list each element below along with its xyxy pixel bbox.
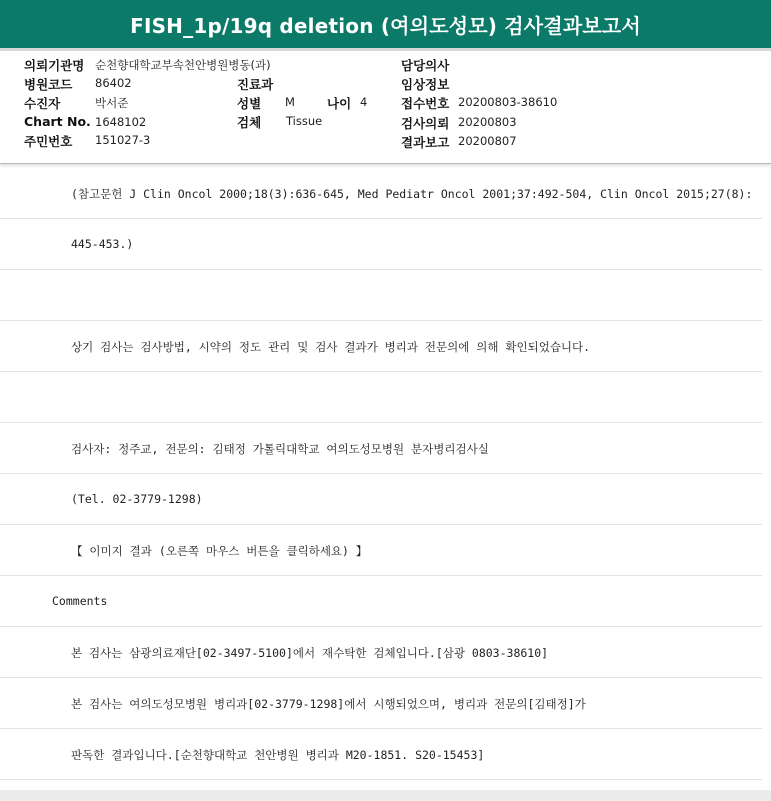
report-line: 본 검사는 삼광의료재단[02-3497-5100]에서 재수탁한 검체입니다.[삼광 0803-38610] xyxy=(0,627,762,678)
chart-no-value: 1648102 xyxy=(95,115,147,129)
report-line: 본 검사는 여의도성모병원 병리과[02-3779-1298]에서 시행되었으며, 병리과 전문의[김태정]가 xyxy=(0,678,762,729)
report-line xyxy=(0,372,762,423)
sex-label: 성별 xyxy=(237,96,262,111)
clinical-info-label: 임상정보 xyxy=(401,77,450,92)
request-date-value: 20200803 xyxy=(458,115,517,129)
patient-value: 박서준 xyxy=(95,96,129,110)
bottom-bar xyxy=(0,790,771,801)
receipt-no-value: 20200803-38610 xyxy=(458,95,558,109)
report-date-value: 20200807 xyxy=(458,134,517,148)
age-value: 4 xyxy=(360,95,368,109)
report-line: 상기 검사는 검사방법, 시약의 정도 관리 및 검사 결과가 병리과 전문의에 의해 확인되었습니다. xyxy=(0,321,762,372)
scroll-track[interactable] xyxy=(762,168,771,790)
hospital-code-value: 86402 xyxy=(95,76,132,90)
institution-label: 의뢰기관명 xyxy=(24,58,85,73)
image-result-link[interactable]: 【 이미지 결과 (오른쪽 마우스 버튼을 클릭하세요) 】 xyxy=(0,525,762,576)
institution-value: 순천향대학교부속천안병원병동(과) xyxy=(95,58,271,72)
comments-heading: Comments xyxy=(0,576,762,627)
sex-value: M xyxy=(285,95,295,109)
patient-info-header xyxy=(0,51,771,164)
report-line: (참고문헌 J Clin Oncol 2000;18(3):636-645, Med Pediatr Oncol 2001;37:492-504, Clin Oncol 2015;27(8): xyxy=(0,168,762,219)
resident-no-label: 주민번호 xyxy=(24,134,73,149)
report-body[interactable] xyxy=(0,168,771,790)
report-line: 445-453.) xyxy=(0,219,762,270)
report-date-label: 결과보고 xyxy=(401,135,450,150)
report-line: 검사자: 정주교, 전문의: 김태정 가톨릭대학교 여의도성모병원 분자병리검사실 xyxy=(0,423,762,474)
chart-no-label: Chart No. xyxy=(24,114,91,129)
report-line: (Tel. 02-3779-1298) xyxy=(0,474,762,525)
patient-label: 수진자 xyxy=(24,96,61,111)
specimen-value: Tissue xyxy=(286,114,323,128)
doctor-label: 담당의사 xyxy=(401,58,450,73)
hospital-code-label: 병원코드 xyxy=(24,77,73,92)
resident-no-value: 151027-3 xyxy=(95,133,151,147)
age-label: 나이 xyxy=(327,96,352,111)
request-date-label: 검사의뢰 xyxy=(401,116,450,131)
specimen-label: 검체 xyxy=(237,115,262,130)
report-line xyxy=(0,270,762,321)
department-label: 진료과 xyxy=(237,77,274,92)
receipt-no-label: 접수번호 xyxy=(401,96,450,111)
report-title: FISH_1p/19q deletion (여의도성모) 검사결과보고서 xyxy=(0,0,771,51)
report-line: 판독한 결과입니다.[순천향대학교 천안병원 병리과 M20-1851. S20-15453] xyxy=(0,729,762,780)
